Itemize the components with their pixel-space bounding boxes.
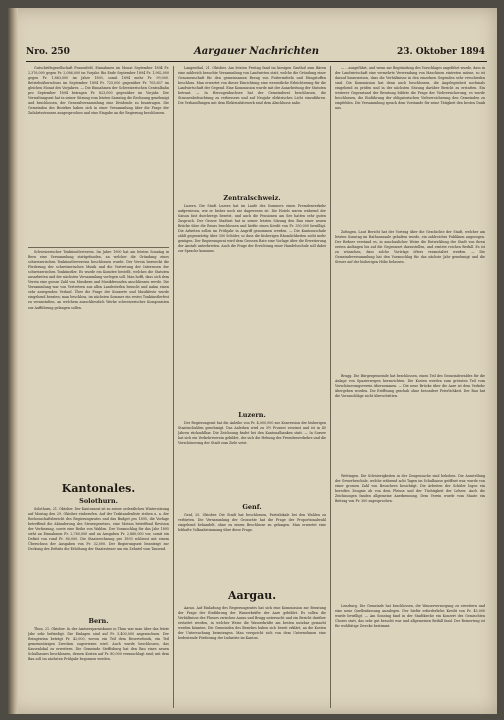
column-rule	[173, 66, 174, 708]
section-heading: Aargau.	[227, 589, 277, 602]
subsection-heading: Solothurn.	[79, 497, 118, 505]
article	[335, 374, 485, 470]
article-text: Genf, 20. Oktober. Die Stadt hat beschlossen, Parteilokale bei den Wahlen zu verbieten. Die Versammlung der Grossräte hat die Frage der Proportionalwahl eingehend behandelt, ohne zu einem Beschlusse zu gelangen. Man erwartet eine lebhafte Volksabstimmung über diese Frage.	[178, 513, 326, 533]
masthead	[26, 47, 487, 62]
article	[28, 66, 169, 244]
issue-number: Nro. 250	[26, 47, 70, 57]
subsection-heading: Bern.	[88, 617, 109, 625]
column-2	[178, 66, 326, 708]
article-text: Gutschriftsgesellschaft Frauenfeld, Einnahmen im Monat September 1894 Fr. 2,376,000 gegen Fr. 2,086,000 im Vorjahr. Bis Ende September 1894 Fr. 1,962,000 gegen Fr. 1,863,000 im Jahre 1893, somit 1894 mehr Fr. 99,000. Betriebsüberschuss im September 1894 Fr. 725,000 gegenüber Fr. 705,637 im gleichen Monat des Vorjahres. — Die Einnahmen der Schweizerischen Centralbahn pro September 1894 betragen Fr. 823,000 gegenüber im Vorjahr. Der Verwaltungsrat hat in seiner Sitzung vom letzten Samstag die Rechnung genehmigt und beschlossen, der Generalversammlung eine Dividende zu beantragen. Die Gemeinden des Bezirkes haben sich in einer Versammlung über die Frage der Zufahrtsstrassen ausgesprochen und eine Eingabe an die Regierung beschlossen.	[28, 66, 169, 116]
section-heading: Kantonales.	[61, 482, 136, 495]
article	[335, 604, 485, 708]
column-rule	[330, 66, 331, 708]
article	[178, 66, 326, 192]
article-text: Brugg. Die Bürgergemeinde hat beschlossen, einen Teil des Gemeindewaldes für die Anlage von Spazierwegen herzurichten. Die Kosten werden zum grössten Teil vom Verschönerungsverein übernommen. — Die neue Brücke über die Aare ist dem Verkehr übergeben worden. Die Eröffnung geschah ohne besondere Feierlichkeit. Der Bau hat die Voranschläge nicht überschritten.	[335, 374, 485, 399]
article-text: Langenthal, 21. Oktober. Am letzten Freitag fand im hiesigen Gasthof zum Bären eine zahlreich besuchte Versammlung von Landwirten statt, welche die Gründung einer Genossenschaft für den gemeinsamen Bezug von Futtermitteln und Düngstoffen beschloss. Man erwartet von dieser Einrichtung eine wesentliche Erleichterung für die Landwirtschaft der Gegend. Eine Kommission wurde mit der Ausarbeitung der Statuten betraut. — In Herzogenbuchsee hat der Gemeinderat beschlossen, die Strassenbeleuchtung zu verbessern und auf Neujahr elektrisches Licht einzuführen. Die Verhandlungen mit dem Elektrizitätswerk sind dem Abschlusse nahe.	[178, 66, 326, 106]
newspaper-title: Aargauer Nachrichten	[193, 46, 320, 57]
article	[28, 627, 169, 708]
column-3	[335, 66, 485, 708]
article-text: Wettingen. Die Schwierigkeiten in der Zeugensache sind behoben. Die Ausstellung der Gewerbeschule, welche während acht Tagen im Schulhause geöffnet war, wurde von einer grossen Zahl von Besuchern besichtigt. Die Arbeiten der Schüler legen ein beredtes Zeugnis ab von dem Fleisse und der Tüchtigkeit der Lehrer. Auch die Zeichnungen fanden allgemeine Anerkennung. Dem Verein wurde vom Staate ein Beitrag von Fr. 300 zugesprochen.	[335, 474, 485, 504]
article	[178, 421, 326, 501]
article	[28, 250, 169, 480]
subsection-heading: Zentralschweiz.	[223, 194, 281, 202]
article-text: Solothurn, 21. Oktober. Der Kantonsrat ist zu seiner ordentlichen Wintersitzung auf Montag den 29. Oktober einberufen. Auf der Traktandenliste stehen u. a. der Rechenschaftsbericht des Regierungsrates und das Budget pro 1895, die Vorlage betreffend die Abänderung des Steuergesetzes, eine Motion betreffend Revision der Verfassung, sowie eine Reihe von Wahlen. Der Voranschlag für das Jahr 1895 sieht an Einnahmen Fr. 2,780,000 und an Ausgaben Fr. 2,860,000 vor, somit ein Defizit von rund Fr. 80,000. Die Staatsrechnung pro 1893 schliesst mit einem Überschuss der Ausgaben von Fr. 32,000. Der Regierungsrat beantragt zur Deckung des Defizits die Erhöhung der Staatssteuer um ein Zehntel vom Tausend.	[28, 507, 169, 552]
article-text: Lenzburg. Die Gemeinde hat beschlossen, die Wasserversorgung zu erweitern und eine neue Quellenfassung anzulegen. Der hiefür erforderliche Kredit von Fr. 45,000 wurde bewilligt. — Am Sonntag fand in der Stadtkirche ein Konzert des Gemischten Chores statt, das sehr gut besucht war und allgemeinen Beifall fand. Der Reinertrag ist für wohltätige Zwecke bestimmt.	[335, 604, 485, 629]
article	[178, 204, 326, 409]
issue-date: 23. Oktober 1894	[397, 47, 485, 57]
article	[28, 507, 169, 615]
article-divider	[28, 247, 169, 248]
newspaper-page	[8, 8, 497, 714]
subsection-heading: Genf.	[242, 503, 262, 511]
article-text: Der Regierungsrat hat die Anleihe von Fr. 4,000,000 zur Konversion der bisherigen Staatsschulden genehmigt. Das Anleihen wird zu 3½ Prozent verzinst und ist in 40 Jahren rückzahlbar. Die Zeichnung findet bei den Kantonalbanken statt. — In Sursee hat sich ein Verkehrsverein gebildet, der sich die Hebung des Fremdenverkehrs und die Verschönerung der Stadt zum Ziele setzt.	[178, 421, 326, 446]
article-text: Schweizerischer Tonkünstlerverein. Im Jahre 1900 hat am letzten Sonntag in Bern eine Versammlung stattgefunden, an welcher die Gründung eines schweizerischen Tonkünstlervereins beschlossen wurde. Der Verein bezweckt die Förderung der schweizerischen Musik und die Vertretung der Interessen der schweizerischen Tonkünstler. Es wurde ein Komitee bestellt, welches die Statuten ausarbeiten und der nächsten Versammlung vorlegen soll. Man hofft, dass sich dem Verein eine grosse Zahl von Musikern und Musikfreunden anschliessen werde. Die Versammlung war von Vertretern aus allen Landesteilen besucht und nahm einen sehr anregenden Verlauf. Über die Frage der Konzerte und Musikfeste wurde eingehend beraten; man beschloss, im nächsten Sommer ein erstes Tonkünstlerfest zu veranstalten, an welchem ausschliesslich Werke schweizerischer Komponisten zur Aufführung gelangen sollen.	[28, 250, 169, 310]
page-binding	[8, 8, 18, 714]
article-text: Thun, 21. Oktober. In der Amtsersparniskasse in Thun war man über das letzte Jahr sehr befriedigt. Die Einlagen sind auf Fr. 5,400,000 angewachsen. Der Reingewinn beträgt Fr. 42,000, wovon ein Teil dem Reservefonds, ein Teil gemeinnützigen Zwecken zugewiesen wird. Auch wurde beschlossen, das Kassenlokal zu erweitern. Die Gemeinde Steffisburg hat den Bau eines neuen Schulhauses beschlossen, dessen Kosten auf Fr. 80,000 veranschlagt sind; mit dem Bau soll im nächsten Frühjahr begonnen werden.	[28, 627, 169, 662]
article	[178, 606, 326, 708]
article	[178, 513, 326, 583]
column-1	[28, 66, 169, 708]
article	[335, 66, 485, 226]
article-text: Zofingen. Laut Bericht hat der Vortrag über die Geschichte der Stadt, welcher am letzten Sonntag im Rathaussaale gehalten wurde, ein zahlreiches Publikum angezogen. Der Redner verstand es, in anschaulicher Weise die Entwicklung der Stadt von ihren ersten Anfängen bis auf die Gegenwart darzustellen, und erntete reichen Beifall. Es ist zu wünschen, dass solche Vorträge öfters veranstaltet werden. — Die Gemeindeversammlung hat den Voranschlag für das nächste Jahr genehmigt und die Steuer auf der bisherigen Höhe belassen.	[335, 230, 485, 265]
article-text: Luzern. Die Stadt Luzern hat im Laufe des Sommers einen Fremdenverkehr aufgewiesen, wie er bisher noch nie dagewesen ist. Die Hotels waren während der Saison fast durchwegs besetzt, und auch die Pensionen am See hatten sehr guten Zuspruch. Der Grosse Stadtrat hat in seiner letzten Sitzung den Bau einer neuen Brücke über die Reuss beschlossen und hiefür einen Kredit von Fr. 350,000 bewilligt. Die Arbeiten sollen im Frühjahr in Angriff genommen werden. — Die Kantonsschule zählt gegenwärtig über 300 Schüler, so dass die bisherigen Räumlichkeiten nicht mehr genügen. Der Regierungsrat wird dem Grossen Rate eine Vorlage über die Erweiterung der Anstalt unterbreiten. Auch die Frage der Errichtung einer Handelsschule soll dabei zur Sprache kommen.	[178, 204, 326, 254]
article-text: — ...ausgeführt, und wenn zur Begründung des Vorschlages angeführt wurde, dass in der Landwirtschaft eine vermehrte Verwendung von Maschinen eintreten müsse, so ist darauf hinzuweisen, dass die Verhältnisse in den einzelnen Gegenden sehr verschieden sind. Die Kommission hat denn auch beschlossen, die Angelegenheit nochmals eingehend zu prüfen und in der nächsten Sitzung darüber Bericht zu erstatten. Ein weiterer Gegenstand der Beratung bildete die Frage der Viehversicherung; es wurde beschlossen, die Einführung der obligatorischen Viehversicherung den Gemeinden zu empfehlen. Die Versammlung sprach dem Vorstande für seine Tätigkeit den besten Dank aus.	[335, 66, 485, 111]
article-text: Aarau. Auf Einladung des Regierungsrates hat sich eine Kommission zur Beratung der Frage der Einführung der Wasserkräfte der Aare gebildet. Es sollen die Verhältnisse des Flusses zwischen Aarau und Brugg untersucht und ein Bericht darüber erstattet werden, in welcher Weise die Wasserkräfte am besten nutzbar gemacht werden könnten. Die Gemeinden des Bezirkes haben sich bereit erklärt, an die Kosten der Untersuchung beizutragen. Man verspricht sich von dem Unternehmen eine bedeutende Förderung der Industrie im Kanton.	[178, 606, 326, 641]
article	[335, 230, 485, 370]
subsection-heading: Luzern.	[238, 411, 266, 419]
article	[335, 474, 485, 600]
